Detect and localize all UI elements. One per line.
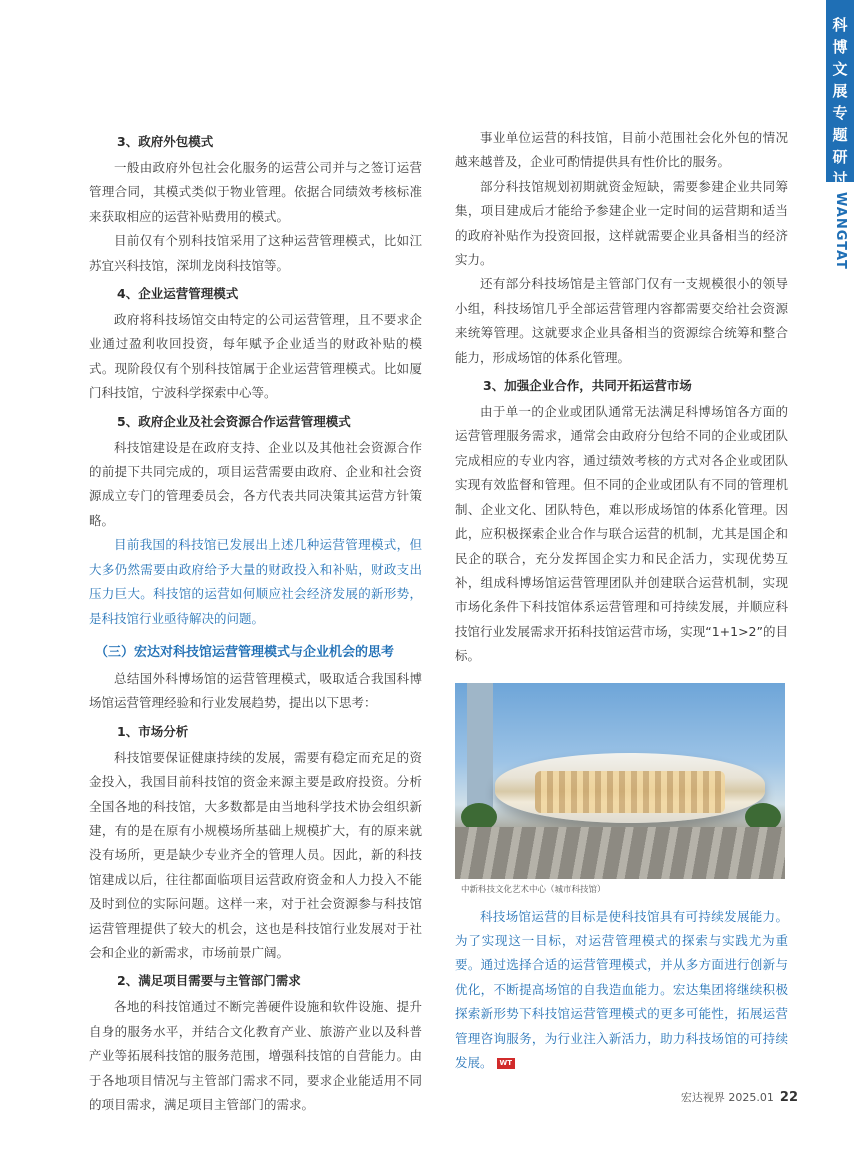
section-tab-char: 文 xyxy=(832,60,848,78)
section-tab-char: 展 xyxy=(832,82,848,100)
right-column xyxy=(455,126,788,1075)
photo-caption: 中新科技文化艺术中心（城市科技馆） xyxy=(461,884,606,895)
paragraph: 部分科技馆规划初期就资金短缺，需要参建企业共同筹集，项目建成后才能给予参建企业一定时间的运营期和适当的政府补贴作为投资回报，这样就需要企业具备相当的经济实力。 xyxy=(455,178,788,268)
subheading: 3、加强企业合作，共同开拓运营市场 xyxy=(483,378,692,394)
paragraph: 还有部分科技场馆是主管部门仅有一支规模很小的领导小组，科技场馆几乎全部运营管理内容都需要交给社会资源来统筹管理。这就要求企业具备相当的资源综合统筹和整合能力，形成场馆的体系化管理。 xyxy=(455,276,788,365)
highlight-paragraph xyxy=(455,905,788,1076)
section-tab-char: 讨 xyxy=(832,170,848,188)
plaza-ground xyxy=(455,827,785,879)
wt-logo-icon: WT xyxy=(497,1058,516,1069)
paragraph: 总结国外科博场馆的运营管理模式，吸取适合我国科博场馆运营管理经验和行业发展趋势，提出以下思考： xyxy=(89,670,422,711)
paragraph: 一般由政府外包社会化服务的运营公司并与之签订运营管理合同，其模式类似于物业管理。依据合同绩效考核标准来获取相应的运营补贴费用的模式。 xyxy=(89,160,422,224)
subheading: 2、满足项目需要与主管部门需求 xyxy=(117,973,301,989)
highlight-paragraph: 目前我国的科技馆已发展出上述几种运营管理模式，但大多仍然需要由政府给予大量的财政投入和补贴，财政支出压力巨大。科技馆的运营如何顺应社会经济发展的新形势，是科技馆行业亟待解决的问题。 xyxy=(89,537,422,626)
background-tower xyxy=(467,683,493,818)
section-heading: （三）宏达对科技馆运营管理模式与企业机会的思考 xyxy=(95,644,395,660)
page-footer xyxy=(681,1089,798,1105)
brand-wordmark: WANGTAT xyxy=(833,192,848,270)
section-tab-char: 专 xyxy=(832,104,848,122)
section-tab-char: 研 xyxy=(832,148,848,166)
subheading: 3、政府外包模式 xyxy=(117,134,214,149)
section-tab-char: 题 xyxy=(832,126,848,144)
section-tab xyxy=(826,0,854,188)
paragraph: 科技馆建设是在政府支持、企业以及其他社会资源合作的前提下共同完成的，项目运营需要由政府、企业和社会资源成立专门的管理委员会，各方代表共同决策其运营方针策略。 xyxy=(89,439,422,528)
section-tab-char: 博 xyxy=(832,38,848,56)
page-number: 22 xyxy=(779,1090,798,1105)
highlight-text: 科技场馆运营的目标是使科技馆具有可持续发展能力。为了实现这一目标，对运营管理模式的探索与实践尤为重要。通过选择合适的运营管理模式，并从多方面进行创新与优化，不断提高场馆的自我造血能力。宏达集团将继续积极探索新形势下科技馆运营管理模式的更多可能性，拓展运营管理咨询服务，为行业注入新活力，助力科技场馆的可持续发展。 xyxy=(455,908,788,1070)
paragraph: 由于单一的企业或团队通常无法满足科博场馆各方面的运营管理服务需求，通常会由政府分包给不同的企业或团队完成相应的专业内容，通过绩效考核的方式对各企业或团队实现有效监督和管理。但不同的企业或团队有不同的管理机制、企业文化、团队特色，难以形成场馆的体系化管理。因此，应积极探索企业合作与联合运营的机制，尤其是国企和民企的联合，充分发挥国企实力和民企活力，实现优势互补，组成科博场馆运营管理团队并创建联合运营机制，实现市场化条件下科技馆体系运营管理和可持续发展，并顺应科技馆行业发展需求开拓科技馆运营市场，实现“1+1>2”的目标。 xyxy=(455,404,788,664)
section-tab-char: 科 xyxy=(832,16,848,34)
paragraph: 政府将科技场馆交由特定的公司运营管理，且不要求企业通过盈利收回投资，每年赋予企业适当的财政补贴的模式。现阶段仅有个别科技馆属于企业运营管理模式。比如厦门科技馆，宁波科学探索中心等。 xyxy=(89,312,422,401)
subheading: 1、市场分析 xyxy=(117,723,189,739)
left-column xyxy=(89,126,422,1117)
paragraph: 各地的科技馆通过不断完善硬件设施和软件设施、提升自身的服务水平，并结合文化教育产业、旅游产业以及科普产业等拓展科技馆的服务范围，增强科技馆的自营能力。由于各地项目情况与主管部门需求不同，要求企业能适用不同的项目需求，满足项目主管部门的需求。 xyxy=(89,999,422,1112)
subheading: 5、政府企业及社会资源合作运营管理模式 xyxy=(117,413,351,429)
subheading: 4、企业运营管理模式 xyxy=(117,286,239,302)
magazine-issue: 宏达视界 2025.01 xyxy=(680,1091,774,1104)
paragraph: 科技馆要保证健康持续的发展，需要有稳定而充足的资金投入，我国目前科技馆的资金来源主要是政府投资。分析全国各地的科技馆，大多数都是由当地科学技术协会组织新建，有的是在原有小规模场所基础上规模扩大，有的原来就没有场所，更是缺少专业齐全的管理人员。因此，新的科技馆建成以后，往往都面临项目运营政府资金和人力投入不能及时到位的实际问题。这样一来，对于社会资源参与科技馆运营管理提供了较大的机会，这也是科技馆行业发展对于社会和企业的新需求，市场前景广阔。 xyxy=(89,749,422,960)
paragraph: 目前仅有个别科技馆采用了这种运营管理模式，比如江苏宜兴科技馆，深圳龙岗科技馆等。 xyxy=(89,233,422,273)
paragraph: 事业单位运营的科技馆，目前小范围社会化外包的情况越来越普及，企业可酌情提供具有性价比的服务。 xyxy=(455,130,788,170)
building-facade xyxy=(535,771,725,813)
building-photo xyxy=(455,683,785,879)
